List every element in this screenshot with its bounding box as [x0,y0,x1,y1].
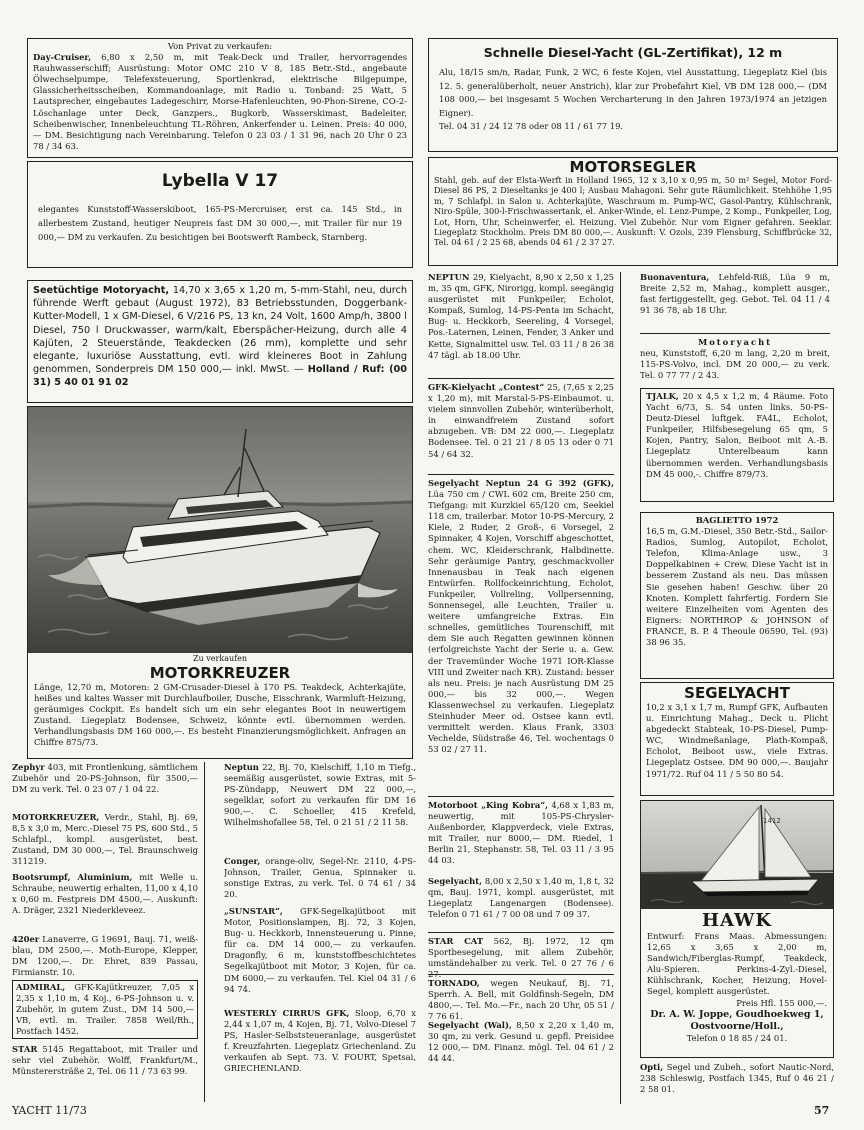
ad-title: MOTORSEGLER [569,158,697,176]
ad-text: neu, Kunststoff, 6,20 m lang, 2,20 m breit, 115-PS-Volvo, incl. DM 20 000,— zu verk. Tel. 0 77 77 / 2 43. [640,348,830,381]
ad-tel: Telefon 0 18 85 / 24 01. [686,1032,788,1043]
classified-ad: 420er Lanaverre, G 19691, Bauj. 71, weiß-blau, DM 2500,—. Moth-Europe, Klepper, DM 1200,—. Dr. Ehret, 839 Passau, Firmianstr. 10. [12,934,198,978]
classified-ad: Segelyacht Neptun 24 G 392 (GFK), Lüa 750 cm / CWL 602 cm, Breite 250 cm, Tiefgang: mit Kurzkiel 65/120 cm, Seekiel 118 cm, trailerbar. Motor 10-PS-Mercury, 2 Kiele, 2 Ruder, 2 Groß-, 6 Vorsegel, 2 Spinnaker, 4 Kojen, Vorschiff abgeschottet, chem. WC, Kleiderschrank, Halbdinette. Sehr geräumige Pantry, geschmackvoller Innenausbau in Teak nach eigenen Entwürfen. Rollfockeinrichtung, Echolot, Funkpeiler, Vollreling, Vollpersenning, Sonnensegel, alle Leuchten, Trailer u. weitere umfangreiche Extras. Ein schnelles, gemütliches Tourenschiff, mit dem Sie auch Regatten gewinnen können (erfolgreichste Yacht der Serie u. a. Gew. der Travemünder Woche 1971 IOR-Klasse VIII und Zweiter nach KR). Zustand: besser als neu. Preis: je nach Ausrüstung DM 25 000,— bis 32 000,—. Wegen Klassenwechsel zu verkaufen. Liegeplatz Steinhuder Meer od. Ostsee kann evtl. vermittelt werden. Klaus Frank, 3303 Vechelde, Südstraße 46, Tel. wochentags 0 53 02 / 27 11. [428,478,614,755]
ad-text: Alu, 18/15 sm/n, Radar, Funk, 2 WC, 6 feste Kojen, viel Ausstattung, Liegeplatz Kiel (bis 12. 5. generalüberholt, neuer Anstrich), klar zur Probefahrt Kiel, VB DM 128 000,— (DM 108 000,— bei insgesamt 5 Wochen Vercharterung in den Jahren 1973/1974 an jetzigen Eigner). [439,67,827,118]
ad-text: 14,70 x 3,65 x 1,20 m, 5-mm-Stahl, neu, durch führende Werft gebaut (August 1972), 83 Betriebsstunden, Doggerbank-Kutter-Modell, 1 x GM-Diesel, 6 V/216 PS, 13 kn, 24 Volt, 1600 Amp/h, 3800 l Diesel, 750 l Druckwasser, warm/kalt, Eberspächer-Heizung, durch alle 4 Kajüten, 2 Steuerstände, Teakdecken (26 mm), komplette und sehr elegante, luxuriöse Ausstattung, evtl. wird kleineres Boot in Zahlung genommen, Sonderpreis DM 150 000,— inkl. MwSt. — [33,285,407,376]
ad-tjalk: TJALK, 20 x 4,5 x 1,2 m, 4 Räume. Foto Yacht 6/73, S. 54 unten links. 50-PS-Deutz-Diesel luftgek. FA4L, Echolot, Funkpeiler, Hilfsbesegelung 65 qm, 5 Kojen, Pantry, Salon, Beiboot mit A.-B. Liegeplatz Unterelbeaum kann übernommen werden. Verhandlungsbasis DM 45 000,-. Chiffre 879/73. [640,388,834,502]
ad-divider [428,974,614,975]
ad-contact: Dr. A. W. Joppe, Goudhoekweg 1, Oostvoorne/Holl., [650,1008,824,1032]
ad-tel: Tel. 04 31 / 24 12 78 oder 08 11 / 61 77 19. [439,121,624,131]
ad-opti: Opti, Segel und Zubeh., sofort Nautic-Nord, 238 Schleswig, Postfach 1345, Ruf 0 46 21 / 2 58 01. [640,1062,834,1095]
ad-title: Schnelle Diesel-Yacht (GL-Zertifikat), 12 m [483,45,783,60]
classified-ad: Conger, orange-oliv, Segel-Nr. 2110, 4-PS-Johnson, Trailer, Genua, Spinnaker u. sonstige Extras, zu verk. Tel. 0 74 61 / 34 20. [224,856,416,900]
ad-divider [428,796,614,797]
classified-ad: STAR 5145 Regattaboot, mit Trailer und sehr viel Zubehör. Wolff, Frankfurt/M., Münsterersträße 2, Tel. 06 11 / 73 63 99. [12,1044,198,1077]
ad-text: 16,5 m, G.M.-Diesel, 350 Betr.-Std., Sailor-Radios, Sumlog, Autopilot, Echolot, Telefon, Klima-Anlage usw., 3 Doppelkabinen + Crew. Diese Yacht ist in besserem Zustand als neu. Das müssen Sie gesehen haben! Geschw. über 20 Knoten. Komplett fahrfertig. Fordern Sie weitere Einzelheiten vom Agenten des Eigners: NORTHROP & JOHNSON of FRANCE, B. P. 4 Theoule 06590, Tel. (93) 38 96 35. [646,526,828,648]
ad-motorsegler [428,157,838,266]
classified-ad: Neptun 22, Bj. 70, Kielschiff, 1,10 m Tiefg., seemäßig ausgerüstet, sowie Extras, mit 5-PS-Zündapp, Neuwert DM 22 000,—, segelklar, sofort zu verkaufen für DM 16 900,—. C. Schoeller, 415 Krefeld, Wilhelmshofallee 58, Tel. 0 21 51 / 2 11 58. [224,762,416,828]
classified-ad: WESTERLY CIRRUS GFK, Sloop, 6,70 x 2,44 x 1,07 m, 4 Kojen, Bj. 71, Volvo-Diesel 7 PS, Hasler-Selbststeueranlage, ausgerüstet f. Kreuzfahrten. Liegeplatz Griechenland. Zu verkaufen ab Sept. 73. V. FOURT, Spetsai, GRIECHENLAND. [224,1008,416,1074]
motor-yacht-photo [28,407,412,653]
footer-magazine: YACHT 11/73 [12,1104,87,1117]
ad-text: Länge, 12,70 m, Motoren: 2 GM-Crusader-Diesel à 170 PS. Teakdeck, Achterkajüte, heißes und kaltes Wasser mit Durchlaufboiler, Dusche, Eisschrank, Warmluft-Heizung, geräumiges Cockpit. Es handelt sich um ein sehr elegantes Boot in neuwertigem Zustand. Liegeplatz Bodensee, Schweiz, könnte evtl. übernommen werden. Verhandlungsbasis DM 160 000,—. Es besteht Finanzierungsmöglichkeit. Anfragen an Chiffre 875/73. [34,682,406,748]
ad-lead: Day-Cruiser, [33,52,92,63]
ad-segelyacht [640,682,834,796]
sailing-yacht-photo [641,801,833,909]
ad-hawk [640,800,834,1058]
ad-text: Entwurf: Frans Maas. Abmessungen: 12,65 x 3,65 x 2,00 m, Sandwich/Fiberglas-Rumpf, Teakdeck, Alu-Spieren. Perkins-4-Zyl.-Diesel, Kühlschrank, Kocher, Heizung, Hovel-Segel, komplett ausgerüstet. [647,931,827,997]
classified-ad: TORNADO, wegen Neukauf, Bj. 71, Sperrh. A. Bell, mit Goldfinsh-Segeln, DM 4800,—. Tel. Mo.—Fr., nach 20 Uhr, 05 51 / 7 76 61. [428,978,614,1022]
ad-baglietto [640,512,834,679]
ad-buonaventura: Buonaventura, Lehfeld-Riß, Lüa 9 m, Breite 2,52 m, Mahag., komplett ausger., fast fertiggestellt, geg. Gebot. Tel. 04 11 / 4 91 36 78, ab 18 Uhr. [640,272,830,316]
classified-ad: Segelyacht (Wal), 8,50 x 2,20 x 1,40 m, 30 qm, zu verk. Gesund u. gepfl. Preisidee 12 000,— DM. Finanz. mögl. Tel. 04 61 / 2 44 44. [428,1020,614,1064]
classified-ad: Motorboot „King Kobra“, 4,68 x 1,83 m, neuwertig, mit 105-PS-Chrysler-Außenborder, Klappverdeck, viele Extras, mit Trailer, nur 8000,— DM. Riedel, 1 Berlin 21, Stephanstr. 58, Tel. 03 11 / 3 95 44 03. [428,800,614,866]
classified-ad: STAR CAT 562, Bj. 1972, 12 qm Sportbesegelung, mit allem Zubehör, umständehalber zu verk. Tel. 0 27 76 / 6 27. [428,936,614,980]
classified-ad: Bootsrumpf, Aluminium, mit Welle u. Schraube, neuwertig erhalten, 11,00 x 4,10 x 0,60 m. Festpreis DM 4500,—. Auskunft: A. Dräger, 2321 Niederkleveez. [12,872,198,916]
column-divider [620,272,621,1104]
ad-divider [428,932,614,933]
ad-lead: Seetüchtige Motoryacht, [33,285,170,296]
ad-title: Lybella V 17 [161,171,279,191]
classified-ad: Zephyr 403, mit Frontlenkung, sämtlichem Zubehör und 20-PS-Johnson, für 3500,— DM zu verk. Tel. 0 23 07 / 1 04 22. [12,762,198,795]
ad-title: MOTORKREUZER [149,664,291,682]
boat-photo [28,407,412,653]
ad-title: Motoryacht [697,337,773,347]
ad-text: Stahl, geb. auf der Elsta-Werft in Holland 1965, 12 x 3,10 x 0,95 m, 50 m² Segel, Motor Ford-Diesel 86 PS, 2 Dieseltanks je 400 l; Ausbau Mahagoni. Sehr gute Räumlichkeit. Stehhöhe 1,95 m, 7 Schlafpl. in Salon u. Achterkajüte, Waschraum m. Pump-WC, Gasol-Pantry, Kühlschrank, Niro-Spüle, 300-l-Frischwassertank, el. Anker-Winde, el. Lenz-Pumpe, 2 Komp., Funkpeiler, Log, Lot, Horn, Uhr, Scheinwerfer, el. Heizung. Viel Zubehör. Nur vom Eigner gefahren. Seeklar. Liegeplatz Stockholm. Preis DM 80 000,—. Auskunft: V. Ozols, 239 Flensburg, Schiffbrücke 32, Tel. 04 61 / 2 25 68, abends 04 61 / 2 37 27. [434,175,832,248]
ad-divider [428,474,614,475]
ad-price: Preis Hfl. 155 000,—. [736,997,827,1008]
ad-day-cruiser [27,38,413,158]
footer-page-number: 57 [814,1104,830,1117]
ad-title: HAWK [702,911,772,931]
classified-ad: GFK-Kielyacht „Contest“ 25, (7,65 x 2,25 x 1,20 m), mit Marstal-5-PS-Einbaumot. u. vielem sinnvollen Zubehör, winterüberholt, in einwandfreiem Zustand sofort abzugeben. VB: DM 22 000,—. Liegeplatz Bodensee. Tel. 0 21 21 / 8 05 13 oder 0 71 54 / 64 32. [428,382,614,459]
sail-number: 1412 [763,817,781,825]
ad-title: SEGELYACHT [684,684,790,702]
classified-ad-boxed: ADMIRAL, GFK-Kajütkreuzer, 7,05 x 2,35 x 1,10 m, 4 Koj., 6-PS-Johnson u. v. Zubehör, in gutem Zust., DM 14 500,— VB, evtl. m. Trailer. 7858 Weil/Rh., Postfach 1452. [12,980,198,1039]
column-1-ads [12,762,198,1102]
ad-contact: Holland / Ruf: (00 31) 5 40 01 91 02 [33,364,407,389]
hawk-photo [641,801,833,909]
ad-motorkreuzer-photo [27,406,413,759]
ad-diesel-yacht [428,38,838,152]
ad-text: 10,2 x 3,1 x 1,7 m, Rumpf GFK, Aufbauten u. Einrichtung Mahag., Deck u. Plicht abgedeckt Stabteak, 10-PS-Diesel, Pump-WC, Windmeßanlage, Plath-Kompaß, Echolot, Beiboot usw., viele Extras. Liegeplatz Ostsee. DM 90 000,—. Baujahr 1971/72. Ruf 04 11 / 5 50 80 54. [646,702,828,779]
column-divider [204,762,205,1102]
ad-motoryacht [640,337,830,381]
classified-ad: Segelyacht, 8,00 x 2,50 x 1,40 m, 1,8 t, 32 qm, Bauj. 1971, kompl. ausgerüstet, mit Liegeplatz Langenargen (Bodensee). Telefon 0 71 61 / 7 00 08 und 7 09 37. [428,876,614,920]
ad-seetuechtige-motoryacht [27,280,413,403]
ad-lybella [27,161,413,268]
ad-header: Von Privat zu verkaufen: [167,41,273,51]
classified-ad: MOTORKREUZER, Verdr., Stahl, Bj. 69, 8,5 x 3,0 m, Merc.-Diesel 75 PS, 600 Std., 5 Schlafpl., kompl. ausgerüstet, best. Zustand, DM 30 000,—, Tel. Braunschweig 311219. [12,812,198,867]
ad-pre: Zu verkaufen [193,654,247,663]
ad-title: BAGLIETTO 1972 [695,515,779,525]
classified-ad: „SUNSTAR“, GFK-Segelkajütboot mit Motor, Positionslampen, Bj. 72, 3 Kojen, Bug- u. Heckkorb, Innensteuerung u. Pinne, für ca. DM 14 000,— zu verkaufen. Dragonfly, 6 m, kunststoffbeschichtetes Segelkajütboot mit Motor, 3 Kojen, für ca. DM 6000,— zu verkaufen. Tel. Kiel 04 31 / 6 94 74. [224,906,416,994]
classified-ad: NEPTUN 29, Kielyacht, 8,90 x 2,50 x 1,25 m, 35 qm, GFK, Nirorigg, kompl. seegängig ausgerüstet mit Funkpeiler, Echolot, Kompaß, Sumlog, 14-PS-Penta im Schacht, Bug- u. Heckkorb, Seereling, 4 Vorsegel, Pos.-Laternen, Leinen, Fender, 3 Anker und Kette, Signalmittel usw. Tel. 03 11 / 8 26 38 47 tägl. ab 18.00 Uhr. [428,272,614,360]
ad-divider [640,333,830,334]
ad-divider [428,378,614,379]
column-2-ads [224,762,416,1102]
ad-text: elegantes Kunststoff-Wasserskiboot, 165-PS-Mercruiser, erst ca. 145 Std., in allerbestem Zustand, heutiger Neupreis fast DM 30 000,—, mit Trailer für nur 19 000,— DM zu verkaufen. Zu besichtigen bei Bootswerft Rambeck, Starnberg. [38,204,402,242]
column-3-ads [428,272,614,1104]
ad-text: 6,80 x 2,50 m, mit Teak-Deck und Trailer, hervorragendes Rauhwasserschiff; Ausrüstung: Motor OMC 210 V 8, 185 Betr.-Std., angebaute Ölwechselpumpe, Telefexsteuerung, Sportlenkrad, elektrische Bilgepumpe, Glassicherheitsscheiben, Kommandoanlage, mit Radio u. Tonband: 25 Watt, 5 Lautsprecher, eingebautes Ladegeschirr, Morse-Hafenleuchten, 90-Phon-Sirene, CO-2-Löschanlage unter Deck, Ganzpers., Bugkorb, Wasserskimast, Badeleiter, Scheibenwischer, Innenbeleuchtung TL-Röhren, Ankerfender u. Leinen. Preis: 40 000,— DM. Besichtigung nach Vereinbarung. Telefon 0 23 03 / 1 31 96, nach 20 Uhr 0 23 78 / 34 63. [33,52,407,151]
